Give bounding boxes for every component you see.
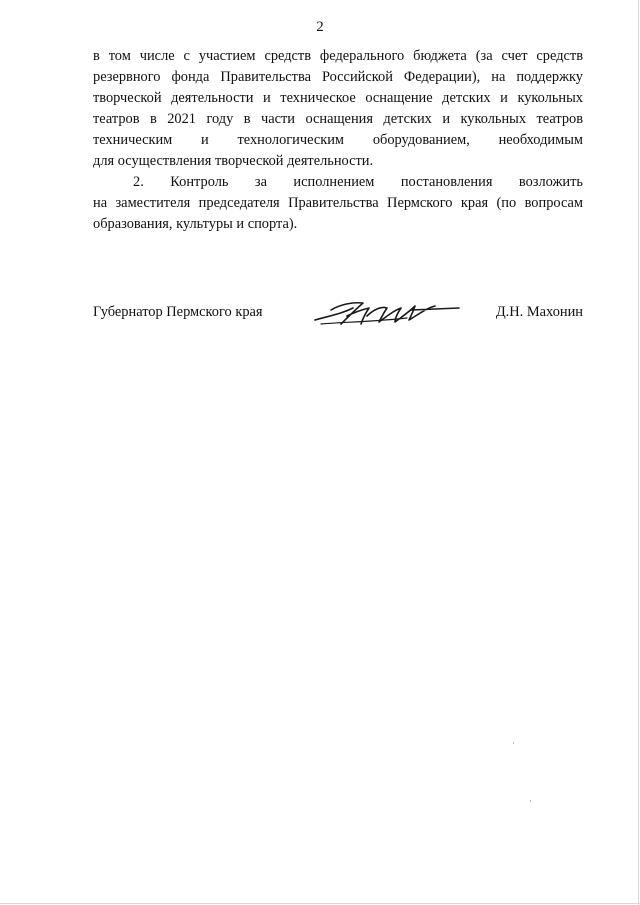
text-line: для осуществления творческой деятельности. — [93, 153, 374, 169]
page-number: 2 — [316, 19, 324, 35]
signer-name: Д.Н. Махонин — [495, 304, 583, 320]
signature-block — [93, 302, 583, 342]
handwritten-signature — [311, 294, 461, 332]
body-text — [93, 46, 583, 235]
scan-edge — [0, 903, 640, 904]
text-line: творческой деятельности и техническое оснащение детских и кукольных — [93, 90, 583, 106]
text-line: в том числе с участием средств федерального бюджета (за счет средств — [93, 48, 583, 64]
scan-edge — [638, 0, 639, 905]
scan-speck — [530, 800, 531, 802]
signer-title: Губернатор Пермского края — [93, 304, 263, 320]
text-line: резервного фонда Правительства Российской Федерации), на поддержку — [93, 69, 583, 85]
paragraph-2 — [93, 172, 583, 235]
scan-speck — [513, 742, 514, 744]
text-line: на заместителя председателя Правительства Пермского края (по вопросам — [93, 195, 583, 211]
text-line: образования, культуры и спорта). — [93, 216, 298, 232]
text-line: 2. Контроль за исполнением постановления возложить — [133, 174, 583, 190]
text-line: театров в 2021 году в части оснащения детских и кукольных театров — [93, 111, 583, 127]
paragraph-1 — [93, 46, 583, 172]
text-line: техническим и технологическим оборудованием, необходимым — [93, 132, 583, 148]
